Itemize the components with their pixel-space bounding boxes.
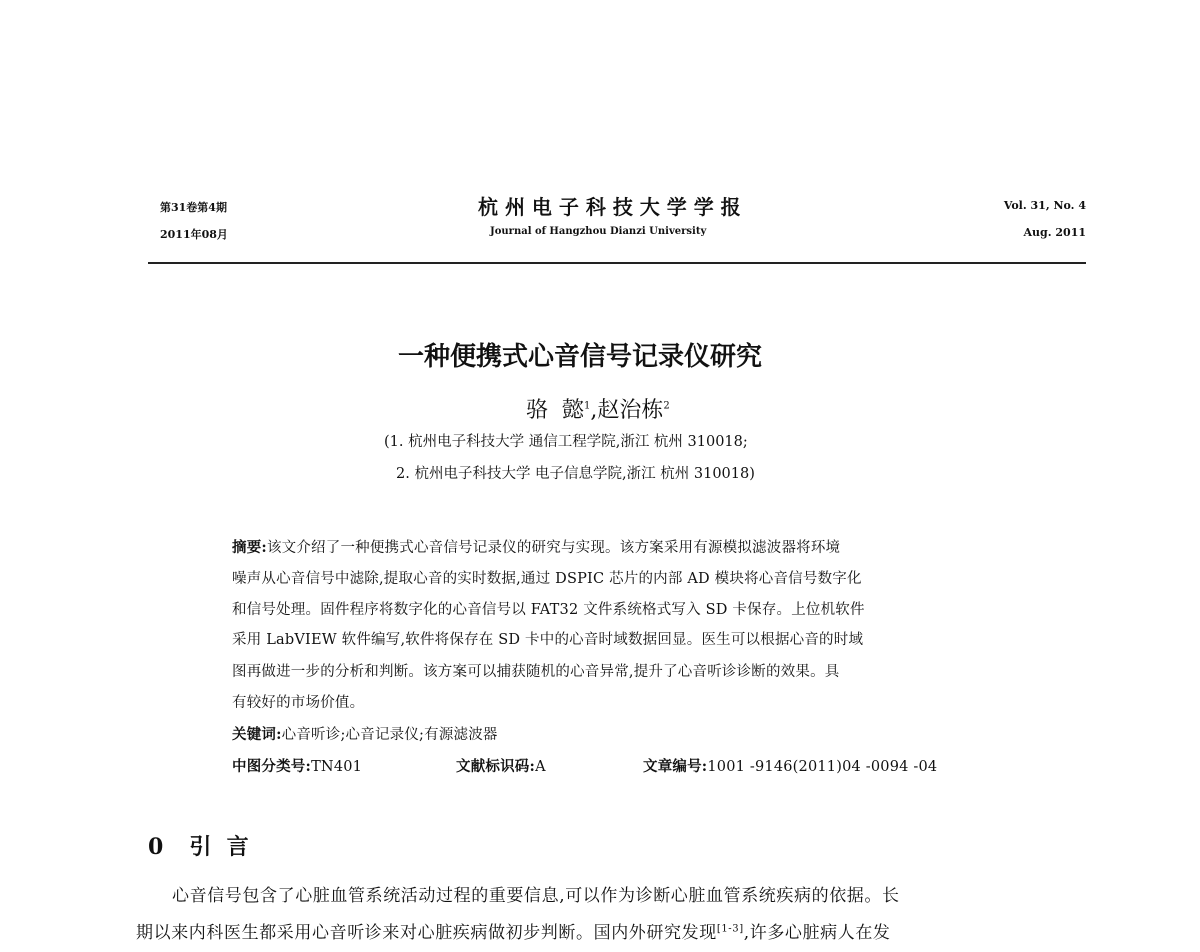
authors [526,393,670,424]
affiliation-2: 2. 杭州电子科技大学 电子信息学院,浙江 杭州 310018) [396,466,755,482]
author-2: 赵治栋 [597,398,664,423]
body-text: 期以来内科医生都采用心音听诊来对心脏疾病做初步判断。国内外研究发现 [136,923,717,943]
body-text: ,许多心脏病人在发 [743,923,891,943]
issue-info: 第31卷第4期 [160,201,227,214]
issue-date: 2011年08月 [160,228,228,241]
abstract-line: 和信号处理。固件程序将数字化的心音信号以 FAT32 文件系统格式写入 SD 卡保存。上位机软件 [232,602,865,618]
keywords [232,723,498,744]
classification-label: 中图分类号: [232,758,312,775]
citation: [1-3] [716,923,744,935]
classification [232,755,362,776]
paper-title: 一种便携式心音信号记录仪研究 [398,342,763,372]
author-1-sup: 1 [584,400,591,412]
journal-title-en: Journal of Hangzhou Dianzi University [490,226,707,237]
section-heading [148,830,249,861]
author-1: 骆 懿 [526,398,584,423]
abstract-line: 采用 LabVIEW 软件编写,软件将保存在 SD 卡中的心音时域数据回显。医生可以根据心音的时域 [232,632,864,648]
author-2-sup: 2 [663,400,670,412]
classification-value: TN401 [311,759,363,775]
keywords-value: 心音听诊;心音记录仪;有源滤波器 [281,727,498,743]
article-number [643,755,937,776]
keywords-label: 关键词: [232,726,282,743]
affiliation-1: (1. 杭州电子科技大学 通信工程学院,浙江 杭州 310018; [384,434,748,450]
body-line [136,918,891,943]
header-rule [148,262,1086,264]
date-en: Aug. 2011 [1023,226,1086,239]
article-number-label: 文章编号: [643,758,708,775]
author-sep: , [590,398,598,423]
document-code [456,755,546,776]
body-line: 心音信号包含了心脏血管系统活动过程的重要信息,可以作为诊断心脏血管系统疾病的依据。长 [172,886,900,906]
volume-info: Vol. 31, No. 4 [1003,199,1086,212]
document-code-value: A [535,759,546,775]
section-number: 0 [148,834,164,860]
abstract-line: 摘要:该文介绍了一种便携式心音信号记录仪的研究与实现。该方案采用有源模拟滤波器将环境 [232,539,841,556]
article-number-value: 1001 -9146(2011)04 -0094 -04 [707,759,938,775]
document-code-label: 文献标识码: [456,758,536,775]
abstract-line: 噪声从心音信号中滤除,提取心音的实时数据,通过 DSPIC 芯片的内部 AD 模块将心音信号数字化 [232,571,862,587]
abstract-line: 图再做进一步的分析和判断。该方案可以捕获随机的心音异常,提升了心音听诊诊断的效果。具 [232,664,840,680]
section-title: 引 言 [189,834,249,860]
abstract-line: 有较好的市场价值。 [232,695,365,711]
abstract-label: 摘要: [232,539,267,556]
journal-title-cn: 杭 州 电 子 科 技 大 学 学 报 [478,195,741,219]
